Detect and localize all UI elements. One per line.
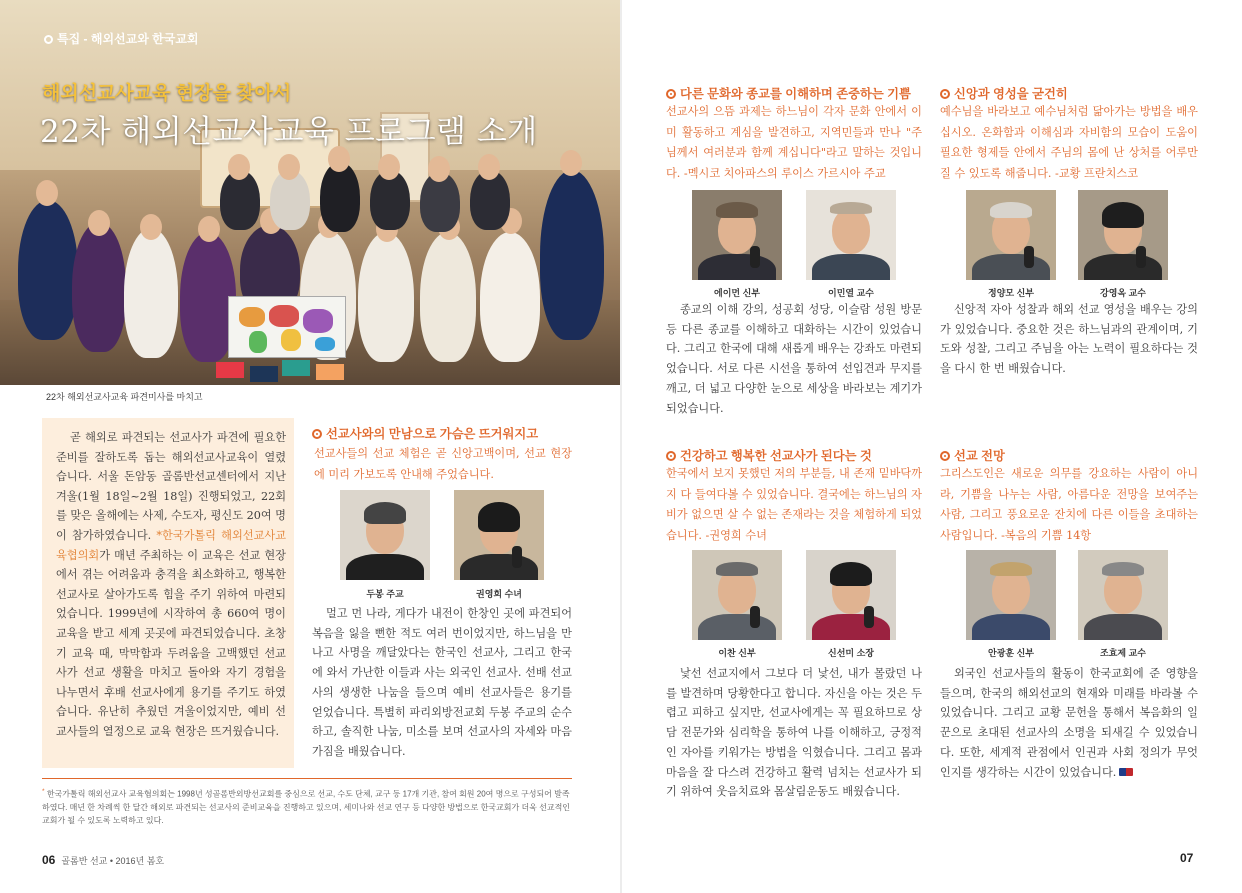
portrait-photo (454, 490, 544, 580)
bullet-icon (940, 451, 950, 461)
end-mark-icon (1119, 768, 1133, 776)
section-heading-outlook: 선교 전망 (940, 446, 1005, 464)
portrait-photo (806, 550, 896, 640)
person-name: 에이먼 신부 (714, 288, 760, 298)
folio-right: 07 (1180, 851, 1194, 865)
section-heading-health: 건강하고 행복한 선교사가 된다는 것 (666, 446, 872, 464)
footnote: * 한국가톨릭 해외선교사 교육협의회는 1998년 성골롬반외방선교회를 중심으로 선교, 수도 단체, 교구 등 17개 기관, 참여 회원 20여 명으로 구성되어 발족하였다. 매년 한 차례씩 한 달간 해외로 파견되는 선교사의 준비교육을 진행하고 있으며, 세미나와 선교 연구 등 다양한 방법으로 한국교회가 더욱 선교적인 교회가 될 수 있도록 노력하고 있다. (42, 778, 572, 827)
section-heading-faith: 신앙과 영성을 굳건히 (940, 84, 1068, 102)
highlight-term: *한국가톨릭 해외선교사교육협의회 (56, 528, 286, 562)
bullet-icon (312, 429, 322, 439)
person-name: 안광훈 신부 (988, 648, 1034, 658)
intro-text: 곧 해외로 파견되는 선교사가 파견에 필요한 준비를 잘하도록 돕는 해외선교사교육이 열렸습니다. 서울 돈암동 골롬반선교센터에서 지난 겨울(1월 18일~2월 18일) 진행되었고, 22회를 맞은 올해에는 사제, 수도자, 평신도 20여 명이 참가하였습니다. *한국가톨릭 해외선교사교육협의회가 매년 주최하는 이 교육은 선교 현장에서 겪는 어려움과 충격을 최소화하고, 행복한 선교사로 살아가도록 힘을 주기 위하여 마련되었습니다. 1999년에 시작하여 총 660여 명이 교육을 받고 세계 곳곳에 파견되었습니다. 초창기 교육 때, 막막함과 두려움을 고백했던 선교사가 선교 생활을 마치고 돌아와 자기 경험을 나누면서 후배 선교사에게 용기를 주기도 하였습니다. 유난히 추웠던 겨울이었지만, 예비 선교사들의 열정으로 교육 현장은 뜨거웠습니다. (56, 431, 286, 738)
section-heading-encounter: 선교사와의 만남으로 가슴은 뜨거워지고 (312, 424, 538, 442)
section-body: 멀고 먼 나라, 게다가 내전이 한창인 곳에 파견되어 복음을 잃을 뻔한 적도 여러 번이었지만, 하느님을 만나고 사명을 깨달았다는 한국인 선교사, 그리고 한국에 와서 가난한 이들과 사는 외국인 선교사. 선배 선교사의 생생한 나눔을 들으며 예비 선교사들은 용기를 얻었습니다. 특별히 파리외방전교회 두봉 주교의 순수하고, 솔직한 나눔, 미소를 보며 선교사의 자세와 마음가짐을 배웠습니다. (312, 607, 572, 758)
section-quote: 선교사들의 선교 체험은 곧 신앙고백이며, 선교 현장에 미리 가보도록 안내해 주었습니다. (314, 447, 572, 481)
section-tag: 특집 - 해외선교와 한국교회 (44, 30, 199, 47)
section-heading-religion: 다른 문화와 종교를 이해하며 존중하는 기쁨 (666, 84, 911, 102)
bullet-icon (666, 89, 676, 99)
person-name: 신선미 소장 (828, 648, 874, 658)
person-name: 조효제 교수 (1100, 648, 1146, 658)
bullet-icon (940, 89, 950, 99)
section-quote: 선교사의 으뜸 과제는 하느님이 각자 문화 안에서 이미 활동하고 계심을 발견하고, 지역민들과 만나 "주님께서 여러분과 함께 계십니다"라고 말하는 것입니다. -멕시코 치아파스의 루이스 가르시아 주교 (666, 105, 922, 180)
section-quote: 한국에서 보지 못했던 저의 부분들, 내 존재 밑바닥까지 다 들여다볼 수 있었습니다. 결국에는 하느님의 자비가 없으면 살 수 없는 존재라는 것을 체험하게 되었습니다. -권영희 수녀 (666, 467, 922, 542)
section-body: 낯선 선교지에서 그보다 더 낯선, 내가 몰랐던 나를 발견하며 당황한다고 합니다. 자신을 아는 것은 두렵고 피하고 싶지만, 선교사에게는 꼭 필요하므로 상담 전문가와 심리학을 통하여 나를 이해하고, 긍정적인 자아를 키워가는 방법을 익혔습니다. 그리고 몸과 마음을 잘 다스려 건강하고 활력 넘치는 선교사가 되기 위하여 웃음치료와 몸살림운동도 배웠습니다. (666, 667, 922, 799)
portrait-photo (806, 190, 896, 280)
section-body: 신앙적 자아 성찰과 해외 선교 영성을 배우는 강의가 있었습니다. 중요한 것은 하느님과의 관계이며, 기도와 성찰, 그리고 주님을 아는 노력이 필요하다는 것을 다시 한 번 배웠습니다. (940, 303, 1198, 376)
person-name: 이민열 교수 (828, 288, 874, 298)
kicker: 해외선교사교육 현장을 찾아서 (42, 83, 292, 104)
page-gutter (620, 0, 622, 893)
section-body: 외국인 선교사들의 활동이 한국교회에 준 영향을 들으며, 한국의 해외선교의 현재와 미래를 바라볼 수 있었습니다. 그리고 교황 문헌을 통해서 복음화의 일꾼으로 초대된 선교사의 소명을 되새길 수 있었습니다. 또한, 세계적 관점에서 인권과 사회 정의가 무엇인지를 생각하는 시간이 있었습니다. (940, 667, 1198, 779)
photo-caption: 22차 해외선교사교육 파견미사를 마치고 (46, 392, 203, 402)
portrait-photo (966, 190, 1056, 280)
world-map-poster (228, 296, 346, 358)
section-quote: 그리스도인은 새로운 의무를 강요하는 사람이 아니라, 기쁨을 나누는 사람, 아름다운 전망을 보여주는 사람, 그리고 풍요로운 잔치에 다른 이들을 초대하는 사람입니다. -복음의 기쁨 14항 (940, 467, 1198, 542)
person-name: 두봉 주교 (366, 589, 404, 599)
portrait-photo (692, 190, 782, 280)
portrait-photo (1078, 190, 1168, 280)
portrait-photo (692, 550, 782, 640)
intro-box (42, 418, 294, 768)
page-title: 22차 해외선교사교육 프로그램 소개 (40, 114, 538, 150)
portrait-photo (1078, 550, 1168, 640)
section-body: 종교의 이해 강의, 성공회 성당, 이슬람 성원 방문 등 다른 종교를 이해하고 대화하는 시간이 있었습니다. 그리고 한국에 대해 새롭게 배우는 강좌도 마련되었습니다. 서로 다른 시선을 통하여 선입견과 무지를 깨고, 더 넓고 다양한 눈으로 세상을 바라보는 계기가 되었습니다. (666, 303, 922, 415)
section-quote: 예수님을 바라보고 예수님처럼 닮아가는 방법을 배우십시오. 온화함과 이해심과 자비함의 모습이 도움이 필요한 형제들 안에서 주님의 몸에 난 상처를 어루만질 수 있도록 해줍니다. -교황 프란치스코 (940, 105, 1198, 180)
bullet-icon (666, 451, 676, 461)
person-name: 강영옥 교수 (1100, 288, 1146, 298)
group-photo (0, 0, 620, 385)
portrait-photo (966, 550, 1056, 640)
person-name: 권영희 수녀 (476, 589, 522, 599)
person-name: 정양모 신부 (988, 288, 1034, 298)
person-name: 이찬 신부 (718, 648, 756, 658)
portrait-photo (340, 490, 430, 580)
folio-left: 06 골롬반 선교 • 2016년 봄호 (42, 853, 165, 867)
